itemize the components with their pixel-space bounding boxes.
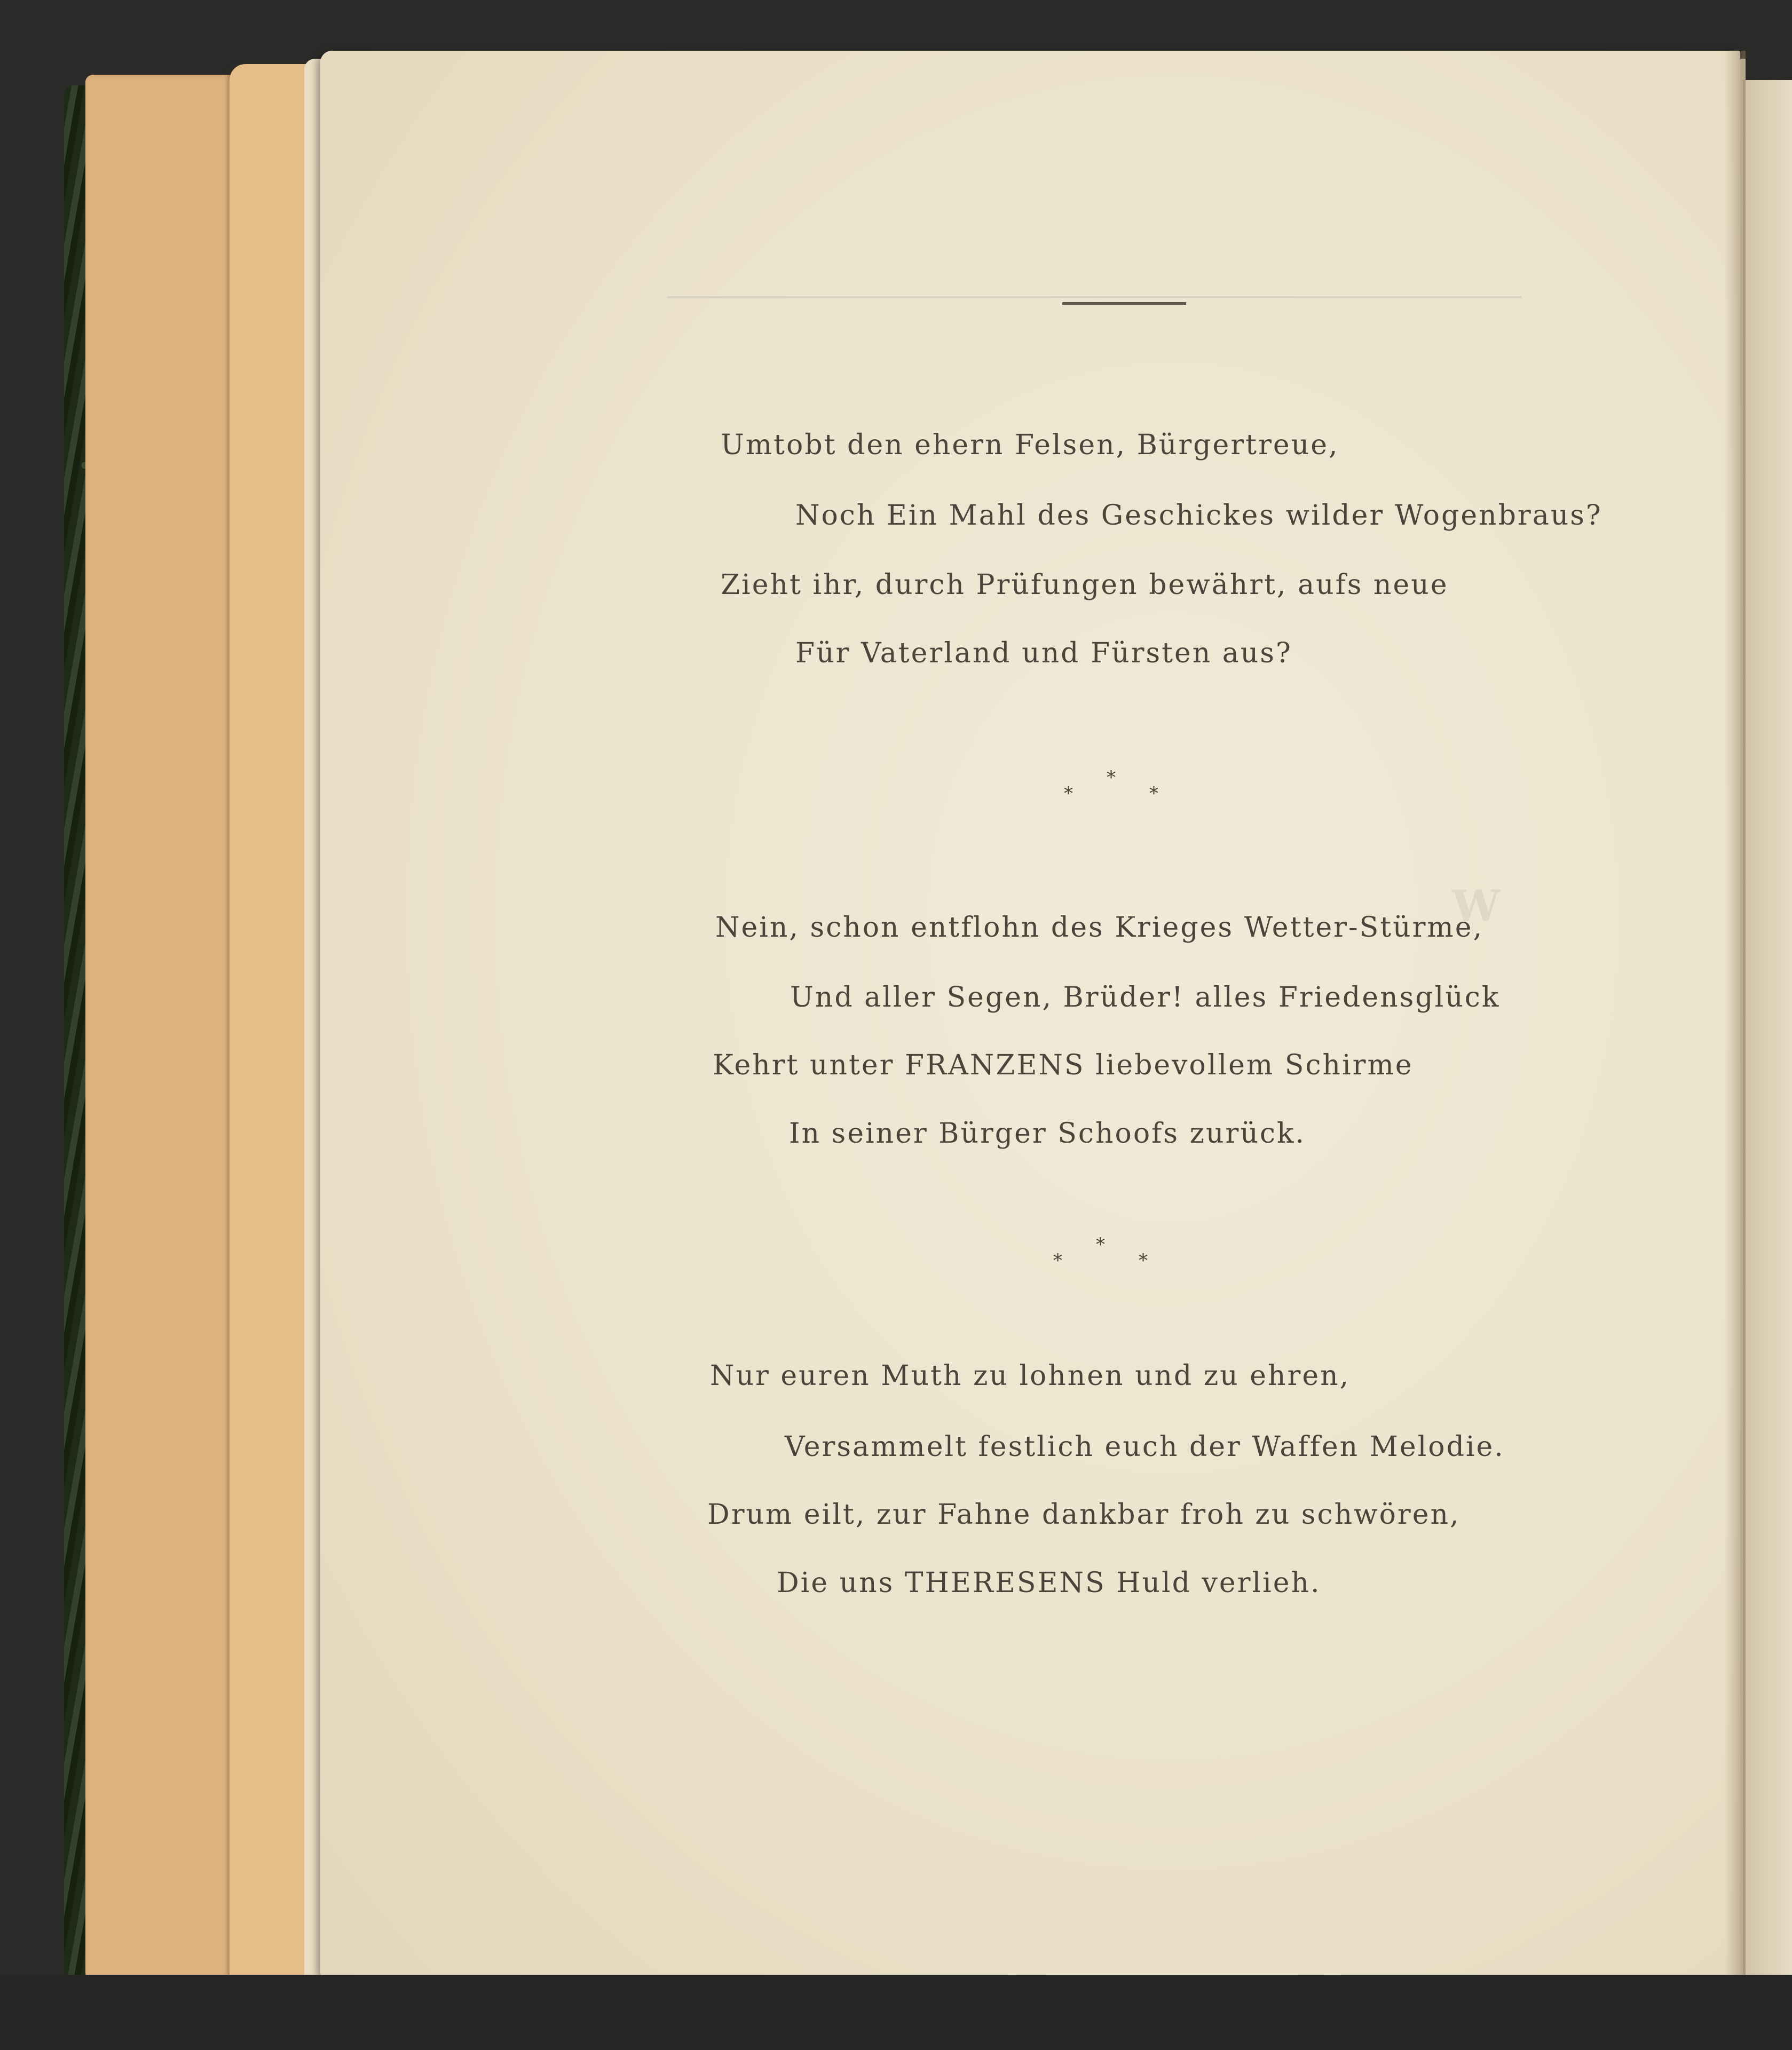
- gutter-shadow: [1724, 51, 1746, 1977]
- show-through-rule: [667, 296, 1521, 298]
- table-background: [0, 1975, 1792, 2050]
- verse-line: Nur euren Muth zu lohnen und zu ehren,: [710, 1360, 1351, 1392]
- verse-line: Noch Ein Mahl des Geschickes wilder Wogenbraus?: [795, 500, 1602, 532]
- book-page: [320, 51, 1740, 1977]
- asterism-star: *: [1096, 1234, 1105, 1255]
- verse-line: Für Vaterland und Fürsten aus?: [795, 637, 1292, 669]
- verse-line: Umtobt den ehern Felsen, Bürgertreue,: [721, 429, 1339, 461]
- asterism-star: *: [1064, 783, 1073, 804]
- header-rule: [1062, 302, 1186, 305]
- asterism-star: *: [1139, 1250, 1148, 1271]
- verse-line: Kehrt unter FRANZENS liebevollem Schirme: [713, 1049, 1414, 1081]
- asterism-divider: [1044, 1236, 1161, 1278]
- asterism-star: *: [1149, 783, 1158, 804]
- verse-line: Die uns THERESENS Huld verlieh.: [777, 1567, 1321, 1599]
- verse-line: Versammelt festlich euch der Waffen Melodie.: [785, 1431, 1505, 1463]
- verse-line: Zieht ihr, durch Prüfungen bewährt, aufs neue: [721, 569, 1449, 601]
- show-through-glyph: W: [1452, 881, 1500, 931]
- verse-line: Und aller Segen, Brüder! alles Friedensglück: [790, 982, 1501, 1014]
- verse-line: Nein, schon entflohn des Krieges Wetter-Stürme,: [715, 912, 1484, 944]
- verse-line: In seiner Bürger Schoofs zurück.: [789, 1118, 1306, 1150]
- verse-line: Drum eilt, zur Fahne dankbar froh zu schwören,: [707, 1499, 1461, 1531]
- asterism-divider: [1054, 769, 1172, 811]
- asterism-star: *: [1053, 1250, 1062, 1271]
- facing-page-edge: [1743, 80, 1792, 1980]
- asterism-star: *: [1107, 767, 1116, 788]
